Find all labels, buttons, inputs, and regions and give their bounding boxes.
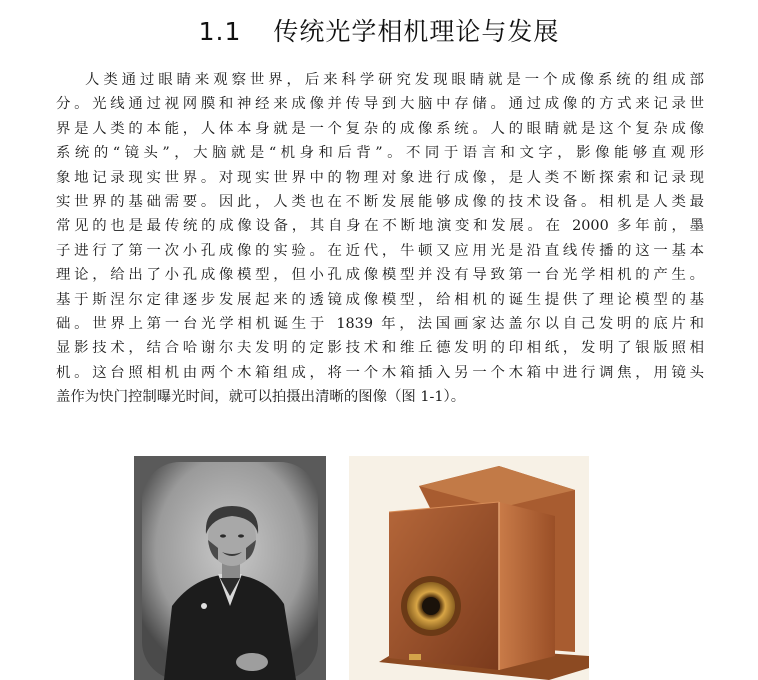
section-title: 传统光学相机理论与发展: [273, 17, 560, 46]
body-paragraph: [56, 68, 704, 410]
paragraph-line: 常见的也是最传统的成像设备，其自身在不断地演变和发展。在 2000 多年前，墨: [56, 218, 704, 235]
daguerre-portrait-photo: [134, 456, 326, 680]
paragraph-line: 盖作为快门控制曝光时间，就可以拍摄出清晰的图像（图 1-1）。: [56, 389, 466, 406]
paragraph-line: 机。这台照相机由两个木箱组成，将一个木箱插入另一个木箱中进行调焦，用镜头: [56, 364, 704, 381]
paragraph-line: 系统的“镜头”，大脑就是“机身和后背”。不同于语言和文字，影像能够直观形: [56, 145, 704, 162]
paragraph-line: 显影技术，结合哈谢尔夫发明的定影技术和维丘德发明的印相纸，发明了银版照相: [56, 340, 704, 357]
paragraph-line: 基于斯涅尔定律逐步发展起来的透镜成像模型，给相机的诞生提供了理论模型的基: [56, 291, 704, 308]
section-number: 1.1: [198, 17, 242, 46]
wooden-box-camera-photo: [349, 456, 589, 680]
paragraph-line: 础。世界上第一台光学相机诞生于 1839 年，法国画家达盖尔以自己发明的底片和: [56, 316, 704, 333]
paragraph-line: 实世界的基础需要。因此，人类也在不断发展能够成像的技术设备。相机是人类最: [56, 194, 704, 211]
paragraph-line: 界是人类的本能，人体本身就是一个复杂的成像系统。人的眼睛就是这个复杂成像: [56, 120, 704, 137]
paragraph-line: 分。光线通过视网膜和神经来成像并传导到大脑中存储。通过成像的方式来记录世: [56, 96, 704, 113]
paragraph-line: 人类通过眼睛来观察世界，后来科学研究发现眼睛就是一个成像系统的组成部: [85, 72, 704, 88]
paragraph-line: 理论，给出了小孔成像模型，但小孔成像模型并没有导致第一台光学相机的产生。: [56, 267, 704, 284]
paragraph-line: 象地记录现实世界。对现实世界中的物理对象进行成像，是人类不断探索和记录现: [56, 169, 704, 186]
paragraph-line: 子进行了第一次小孔成像的实验。在近代，牛顿又应用光是沿直线传播的这一基本: [56, 242, 704, 259]
section-heading: [0, 12, 758, 48]
